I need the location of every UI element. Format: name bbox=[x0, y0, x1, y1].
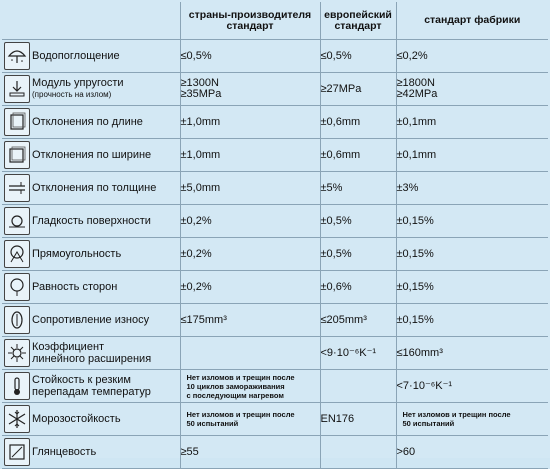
property-name: Отклонения по длине bbox=[32, 106, 180, 139]
table-row bbox=[2, 106, 548, 139]
value-european: ±5% bbox=[320, 172, 396, 205]
value-factory: Нет изломов и трещин после 50 испытаний bbox=[396, 403, 548, 436]
table-row bbox=[2, 337, 548, 370]
wear-icon bbox=[4, 306, 30, 334]
umbrella-icon bbox=[4, 42, 30, 70]
property-subtitle: (прочность на излом) bbox=[32, 90, 112, 99]
value-european: ±0,5% bbox=[320, 205, 396, 238]
value-producer: ±0,2% bbox=[180, 205, 320, 238]
property-name: Глянцевость bbox=[32, 436, 180, 469]
property-name: Прямоугольность bbox=[32, 238, 180, 271]
value-producer: ≥1300N ≥35MPa bbox=[180, 73, 320, 106]
thermometer-icon bbox=[4, 372, 30, 400]
property-name: Коэффициент линейного расширения bbox=[32, 337, 180, 370]
value-producer: ±0,2% bbox=[180, 271, 320, 304]
property-name: Сопротивление износу bbox=[32, 304, 180, 337]
header-european: европейский стандарт bbox=[320, 2, 396, 40]
table-row bbox=[2, 370, 548, 403]
value-european bbox=[320, 436, 396, 469]
value-producer: ≥55 bbox=[180, 436, 320, 469]
value-factory: ≥1800N ≥42MPa bbox=[396, 73, 548, 106]
table-row bbox=[2, 271, 548, 304]
value-european: ≤205mm³ bbox=[320, 304, 396, 337]
table-row bbox=[2, 238, 548, 271]
snowflake-icon bbox=[4, 405, 30, 433]
value-factory: ≤0,2% bbox=[396, 40, 548, 73]
value-factory: >60 bbox=[396, 436, 548, 469]
value-factory: ±3% bbox=[396, 172, 548, 205]
smoothness-icon bbox=[4, 207, 30, 235]
value-european: ±0,5% bbox=[320, 238, 396, 271]
weight-icon bbox=[4, 75, 30, 103]
value-european: ±0,6% bbox=[320, 271, 396, 304]
expansion-icon bbox=[4, 339, 30, 367]
value-european: ≤0,5% bbox=[320, 40, 396, 73]
property-name: Отклонения по толщине bbox=[32, 172, 180, 205]
table-row bbox=[2, 40, 548, 73]
value-producer: ±1,0mm bbox=[180, 139, 320, 172]
gloss-icon bbox=[4, 438, 30, 466]
table-row bbox=[2, 73, 548, 106]
property-name: Гладкость поверхности bbox=[32, 205, 180, 238]
value-producer: Нет изломов и трещин после 10 циклов замораживания с последующим нагревом bbox=[180, 370, 320, 403]
table-row bbox=[2, 403, 548, 436]
property-name: Морозостойкость bbox=[32, 403, 180, 436]
value-factory: ±0,15% bbox=[396, 205, 548, 238]
value-european: ±0,6mm bbox=[320, 106, 396, 139]
value-producer: ±1,0mm bbox=[180, 106, 320, 139]
rectangularity-icon bbox=[4, 240, 30, 268]
value-producer: ±0,2% bbox=[180, 238, 320, 271]
property-name: Стойкость к резким перепадам температур bbox=[32, 370, 180, 403]
table-row bbox=[2, 436, 548, 469]
table-row bbox=[2, 205, 548, 238]
evenness-icon bbox=[4, 273, 30, 301]
value-factory: <7·10⁻⁶K⁻¹ bbox=[396, 370, 548, 403]
header-factory: стандарт фабрики bbox=[396, 2, 548, 40]
value-producer bbox=[180, 337, 320, 370]
property-name: Модуль упругости (прочность на излом) bbox=[32, 73, 180, 106]
value-factory: ±0,15% bbox=[396, 271, 548, 304]
value-european: EN176 bbox=[320, 403, 396, 436]
value-producer: Нет изломов и трещин после 50 испытаний bbox=[180, 403, 320, 436]
value-european: ±0,6mm bbox=[320, 139, 396, 172]
tile-length-icon bbox=[4, 108, 30, 136]
table-row bbox=[2, 172, 548, 205]
value-factory: ±0,1mm bbox=[396, 106, 548, 139]
thickness-icon bbox=[4, 174, 30, 202]
value-factory: ±0,15% bbox=[396, 304, 548, 337]
spec-table bbox=[2, 2, 548, 469]
property-name: Равность сторон bbox=[32, 271, 180, 304]
value-european: <9·10⁻⁶K⁻¹ bbox=[320, 337, 396, 370]
value-producer: ±5,0mm bbox=[180, 172, 320, 205]
property-name: Водопоглощение bbox=[32, 40, 180, 73]
value-european: ≥27MPa bbox=[320, 73, 396, 106]
header-producer: страны-производителя стандарт bbox=[180, 2, 320, 40]
tile-width-icon bbox=[4, 141, 30, 169]
value-producer: ≤175mm³ bbox=[180, 304, 320, 337]
property-name: Отклонения по ширине bbox=[32, 139, 180, 172]
value-factory: ±0,1mm bbox=[396, 139, 548, 172]
value-factory: ≤160mm³ bbox=[396, 337, 548, 370]
value-factory: ±0,15% bbox=[396, 238, 548, 271]
table-row bbox=[2, 304, 548, 337]
table-row bbox=[2, 139, 548, 172]
value-european bbox=[320, 370, 396, 403]
value-producer: ≤0,5% bbox=[180, 40, 320, 73]
